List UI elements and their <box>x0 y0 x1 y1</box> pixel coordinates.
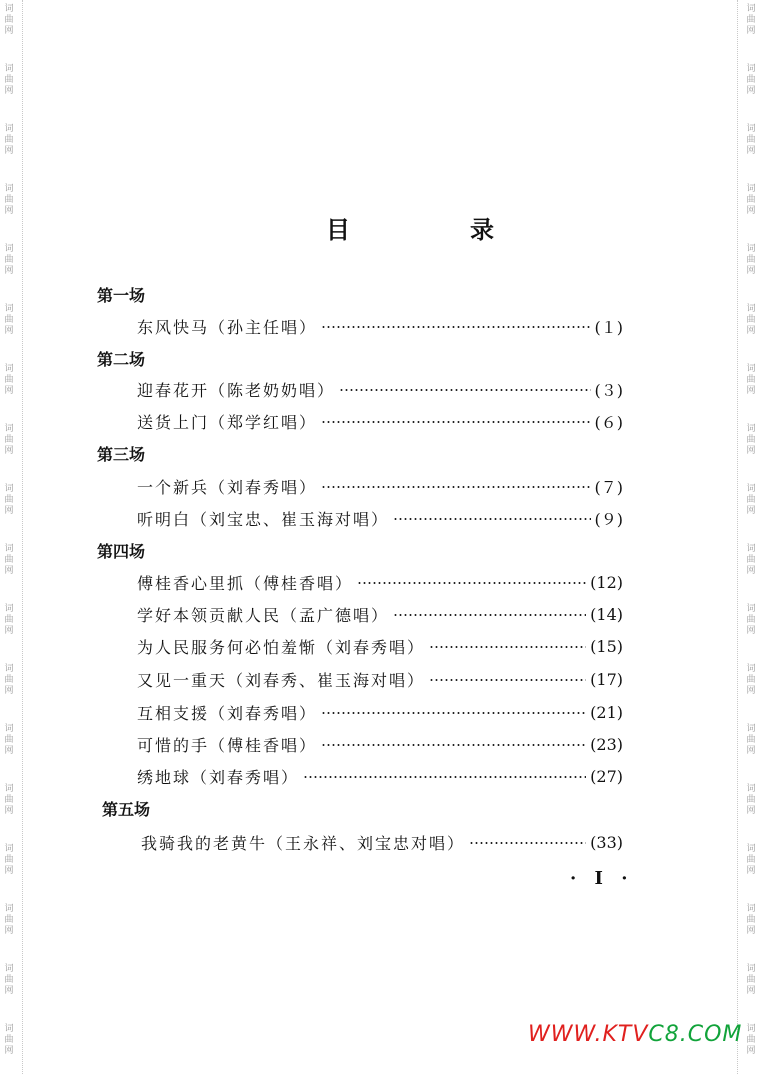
scene-heading: 第一场 <box>97 286 146 305</box>
margin-watermark-mark: 词 曲 网 <box>4 964 14 996</box>
left-margin-watermark-column <box>2 0 16 1074</box>
watermark-url[interactable] <box>528 1022 742 1047</box>
margin-watermark-mark: 词 曲 网 <box>4 544 14 576</box>
leader-dots <box>429 679 586 681</box>
margin-watermark-mark: 词 曲 网 <box>4 1024 14 1056</box>
toc-entry-page: (33) <box>590 832 623 852</box>
toc-entry[interactable] <box>137 701 623 723</box>
toc-entry-title: 东风快马（孙主任唱） <box>137 317 318 337</box>
toc-entry[interactable] <box>137 668 623 690</box>
leader-dots <box>321 744 586 746</box>
toc-entry-title: 迎春花开（陈老奶奶唱） <box>137 380 336 400</box>
toc-entry[interactable] <box>137 378 623 400</box>
toc-entry[interactable] <box>141 831 623 853</box>
leader-dots <box>393 614 586 616</box>
toc-entry-page: (17) <box>590 669 623 689</box>
margin-watermark-mark: 词 曲 网 <box>746 484 756 516</box>
scene-heading: 第四场 <box>97 542 146 561</box>
toc-entry[interactable] <box>137 475 623 497</box>
toc-entry-page: (23) <box>590 734 623 754</box>
leader-dots <box>393 518 590 520</box>
toc-entry[interactable] <box>137 635 623 657</box>
margin-watermark-mark: 词 曲 网 <box>746 784 756 816</box>
leader-dots <box>321 486 590 488</box>
leader-dots <box>357 582 586 584</box>
scene-heading: 第二场 <box>97 350 146 369</box>
right-margin-rule <box>737 0 738 1074</box>
margin-watermark-mark: 词 曲 网 <box>746 664 756 696</box>
toc-entry[interactable] <box>137 571 623 593</box>
margin-watermark-mark: 词 曲 网 <box>746 1024 756 1056</box>
toc-entry-title: 傅桂香心里抓（傅桂香唱） <box>137 573 354 593</box>
toc-entry-page: (３) <box>594 380 623 400</box>
margin-watermark-mark: 词 曲 网 <box>4 724 14 756</box>
leader-dots <box>321 421 590 423</box>
toc-entry-title: 可惜的手（傅桂香唱） <box>137 735 318 755</box>
toc-entry-title: 学好本领贡献人民（孟广德唱） <box>137 605 390 625</box>
page-title-char-2: 录 <box>470 216 554 244</box>
toc-entry[interactable] <box>137 410 623 432</box>
toc-entry-page: (９) <box>594 509 623 529</box>
margin-watermark-mark: 词 曲 网 <box>4 844 14 876</box>
toc-entry[interactable] <box>137 315 623 337</box>
margin-watermark-mark: 词 曲 网 <box>4 64 14 96</box>
margin-watermark-mark: 词 曲 网 <box>4 424 14 456</box>
leader-dots <box>339 389 590 391</box>
leader-dots <box>429 646 586 648</box>
toc-entry-page: (14) <box>590 604 623 624</box>
margin-watermark-mark: 词 曲 网 <box>4 244 14 276</box>
margin-watermark-mark: 词 曲 网 <box>746 124 756 156</box>
page-title-char-1: 目 <box>326 216 410 244</box>
toc-entry-page: (６) <box>594 412 623 432</box>
toc-entry-title: 听明白（刘宝忠、崔玉海对唱） <box>137 509 390 529</box>
margin-watermark-mark: 词 曲 网 <box>746 844 756 876</box>
toc-entry-title: 送货上门（郑学红唱） <box>137 412 318 432</box>
margin-watermark-mark: 词 曲 网 <box>4 484 14 516</box>
leader-dots <box>303 776 586 778</box>
scene-heading: 第五场 <box>102 800 151 819</box>
left-margin-rule <box>22 0 23 1074</box>
toc-entry-page: (27) <box>590 766 623 786</box>
margin-watermark-mark: 词 曲 网 <box>4 664 14 696</box>
margin-watermark-mark: 词 曲 网 <box>746 724 756 756</box>
toc-entry-page: (15) <box>590 636 623 656</box>
leader-dots <box>469 842 586 844</box>
margin-watermark-mark: 词 曲 网 <box>746 64 756 96</box>
page-number: · I · <box>570 868 634 889</box>
margin-watermark-mark: 词 曲 网 <box>4 784 14 816</box>
toc-entry[interactable] <box>137 765 623 787</box>
margin-watermark-mark: 词 曲 网 <box>746 604 756 636</box>
margin-watermark-mark: 词 曲 网 <box>4 604 14 636</box>
margin-watermark-mark: 词 曲 网 <box>4 184 14 216</box>
toc-entry[interactable] <box>137 507 623 529</box>
margin-watermark-mark: 词 曲 网 <box>746 244 756 276</box>
margin-watermark-mark: 词 曲 网 <box>4 904 14 936</box>
toc-entry[interactable] <box>137 733 623 755</box>
margin-watermark-mark: 词 曲 网 <box>746 184 756 216</box>
margin-watermark-mark: 词 曲 网 <box>4 124 14 156</box>
watermark-url-part2: C8.COM <box>648 1022 743 1047</box>
right-margin-watermark-column <box>744 0 758 1074</box>
margin-watermark-mark: 词 曲 网 <box>4 364 14 396</box>
toc-entry-page: (12) <box>590 572 623 592</box>
watermark-url-part1: WWW.KTV <box>528 1022 649 1047</box>
toc-entry-title: 一个新兵（刘春秀唱） <box>137 477 318 497</box>
margin-watermark-mark: 词 曲 网 <box>746 424 756 456</box>
margin-watermark-mark: 词 曲 网 <box>746 364 756 396</box>
margin-watermark-mark: 词 曲 网 <box>4 304 14 336</box>
leader-dots <box>321 712 586 714</box>
margin-watermark-mark: 词 曲 网 <box>746 304 756 336</box>
scene-heading: 第三场 <box>97 445 146 464</box>
toc-entry-page: (７) <box>594 477 623 497</box>
page-title <box>0 210 760 245</box>
toc-entry-title: 绣地球（刘春秀唱） <box>137 767 300 787</box>
toc-entry-title: 互相支援（刘春秀唱） <box>137 703 318 723</box>
toc-entry[interactable] <box>137 603 623 625</box>
margin-watermark-mark: 词 曲 网 <box>746 904 756 936</box>
margin-watermark-mark: 词 曲 网 <box>746 4 756 36</box>
leader-dots <box>321 326 590 328</box>
toc-entry-title: 为人民服务何必怕羞惭（刘春秀唱） <box>137 637 426 657</box>
margin-watermark-mark: 词 曲 网 <box>4 4 14 36</box>
margin-watermark-mark: 词 曲 网 <box>746 964 756 996</box>
margin-watermark-mark: 词 曲 网 <box>746 544 756 576</box>
toc-entry-page: (21) <box>590 702 623 722</box>
toc-entry-title: 我骑我的老黄牛（王永祥、刘宝忠对唱） <box>141 833 466 853</box>
toc-entry-page: (１) <box>594 317 623 337</box>
toc-entry-title: 又见一重天（刘春秀、崔玉海对唱） <box>137 670 426 690</box>
